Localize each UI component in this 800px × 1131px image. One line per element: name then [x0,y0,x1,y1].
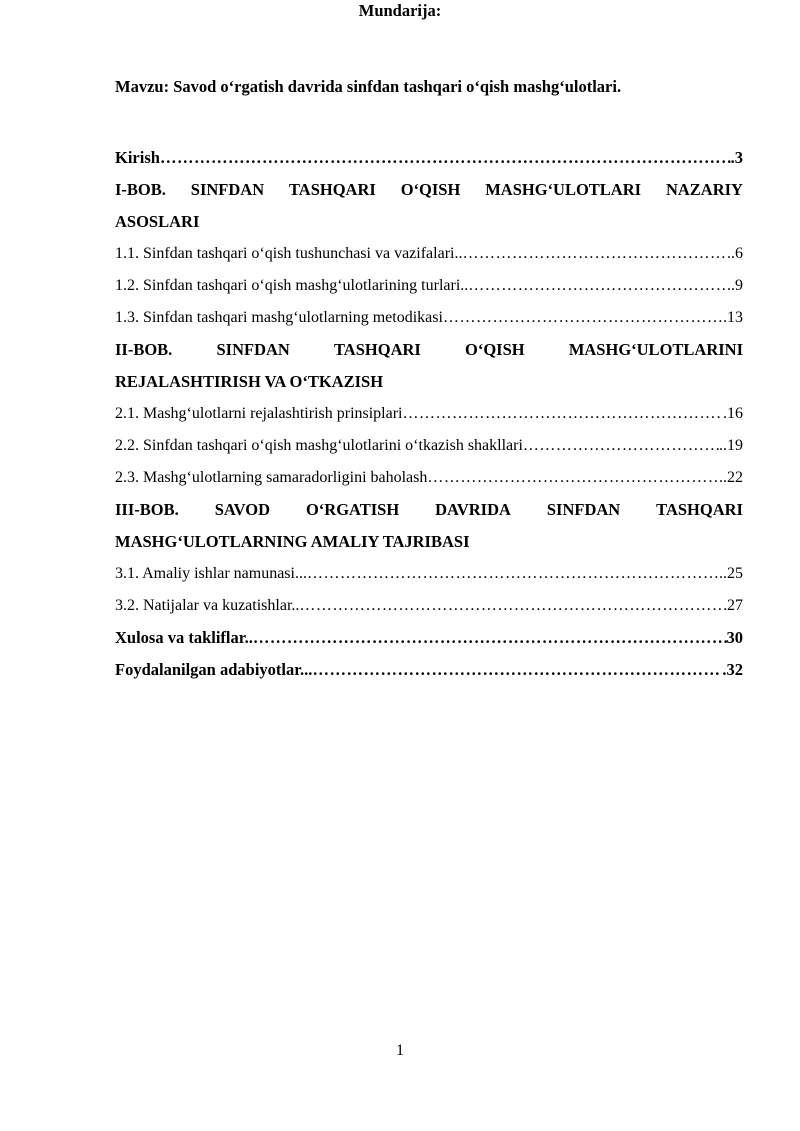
toc-leader-dots [523,430,719,462]
toc-entry-intro[interactable] [115,142,743,174]
toc-entry-title: 3.2. Natijalar va kuzatishlar.. [115,597,300,614]
chapter-word: TASHQARI [334,340,421,359]
chapter-word: O‘QISH [400,180,461,199]
toc-entry-page: 30 [726,628,743,647]
topic-title: Mavzu: Savod o‘rgatish davrida sinfdan tashqari o‘qish mashg‘ulotlari. [115,77,622,96]
toc-chapter-3[interactable] [115,494,743,558]
page-number: 1 [396,1042,404,1059]
toc-entry-title: Foydalanilgan adabiyotlar... [115,660,313,679]
chapter-word: SINFDAN [216,340,290,359]
toc-entry-title: 1.3. Sinfdan tashqari mashg‘ulotlarning metodikasi [115,309,443,326]
toc-leader-dots [462,238,727,270]
toc-entry-2-2[interactable] [115,430,743,462]
toc-chapter-1[interactable] [115,174,743,238]
toc-chapter-2[interactable] [115,334,743,398]
toc-entry-page: ..9 [727,277,743,294]
toc-entry-page: ..25 [719,565,743,582]
toc-entry-page: .16 [723,405,743,422]
chapter-word: O‘RGATISH [305,500,400,519]
toc-leader-dots [427,462,719,494]
chapter-word: DAVRIDA [435,500,511,519]
chapter-word: O‘QISH [465,340,525,359]
toc-entry-1-1[interactable] [115,238,743,270]
toc-entry-page: ..22 [719,469,743,486]
toc-entry-title: 2.1. Mashg‘ulotlarni rejalashtirish prinsiplari [115,405,403,422]
toc-entry-1-2[interactable] [115,270,743,302]
chapter-title-line2: REJALASHTIRISH VA O‘TKAZISH [115,372,384,391]
toc-entry-page: 27 [727,597,743,614]
chapter-word: MASHG‘ULOTLARI [485,180,642,199]
toc-entry-page: .13 [723,309,743,326]
toc-leader-dots [307,558,719,590]
chapter-title-line2: MASHG‘ULOTLARNING AMALIY TAJRIBASI [115,532,470,551]
chapter-word: NAZARIY [665,180,743,199]
toc-entry-page: .32 [722,660,743,679]
toc-entry-3-2[interactable] [115,590,743,622]
chapter-word: SINFDAN [190,180,265,199]
toc-entry-title: 2.3. Mashg‘ulotlarning samaradorligini baholash [115,469,428,486]
toc-leader-dots [299,590,727,622]
toc-leader-dots [312,654,722,686]
toc-entry-2-3[interactable] [115,462,743,494]
chapter-word: TASHQARI [656,500,743,519]
chapter-word: III-BOB. [115,500,179,519]
chapter-word: II-BOB. [115,340,173,359]
toc-entry-title: 3.1. Amaliy ishlar namunasi... [115,565,307,582]
toc-entry-page: .3 [730,148,743,167]
toc-entry-1-3[interactable] [115,302,743,334]
toc-entry-references[interactable] [115,654,743,686]
chapter-word: MASHG‘ULOTLARINI [568,340,743,359]
toc-entry-page: ..19 [719,437,743,454]
toc-leader-dots [468,270,727,302]
toc-leader-dots [160,142,731,174]
chapter-word: I-BOB. [115,180,166,199]
toc-entry-title: 2.2. Sinfdan tashqari o‘qish mashg‘ulotlarini o‘tkazish shakllari [115,437,523,454]
toc-entry-title: 1.2. Sinfdan tashqari o‘qish mashg‘ulotlarining turlari.. [115,277,469,294]
toc-leader-dots [253,622,727,654]
toc-entry-title: 1.1. Sinfdan tashqari o‘qish tushunchasi va vazifalari.. [115,245,463,262]
toc-entry-conclusion[interactable] [115,622,743,654]
toc-leader-dots [443,302,723,334]
chapter-word: SAVOD [214,500,270,519]
contents-heading: Mundarija: [358,1,442,20]
table-of-contents [115,142,743,686]
toc-entry-2-1[interactable] [115,398,743,430]
chapter-word: SINFDAN [546,500,621,519]
toc-entry-title: Xulosa va takliflar.. [115,628,253,647]
chapter-word: TASHQARI [289,180,376,199]
toc-entry-page: ..6 [727,245,743,262]
toc-entry-title: Kirish [115,148,160,167]
chapter-title-line2: ASOSLARI [115,212,200,231]
toc-entry-3-1[interactable] [115,558,743,590]
toc-leader-dots [403,398,724,430]
